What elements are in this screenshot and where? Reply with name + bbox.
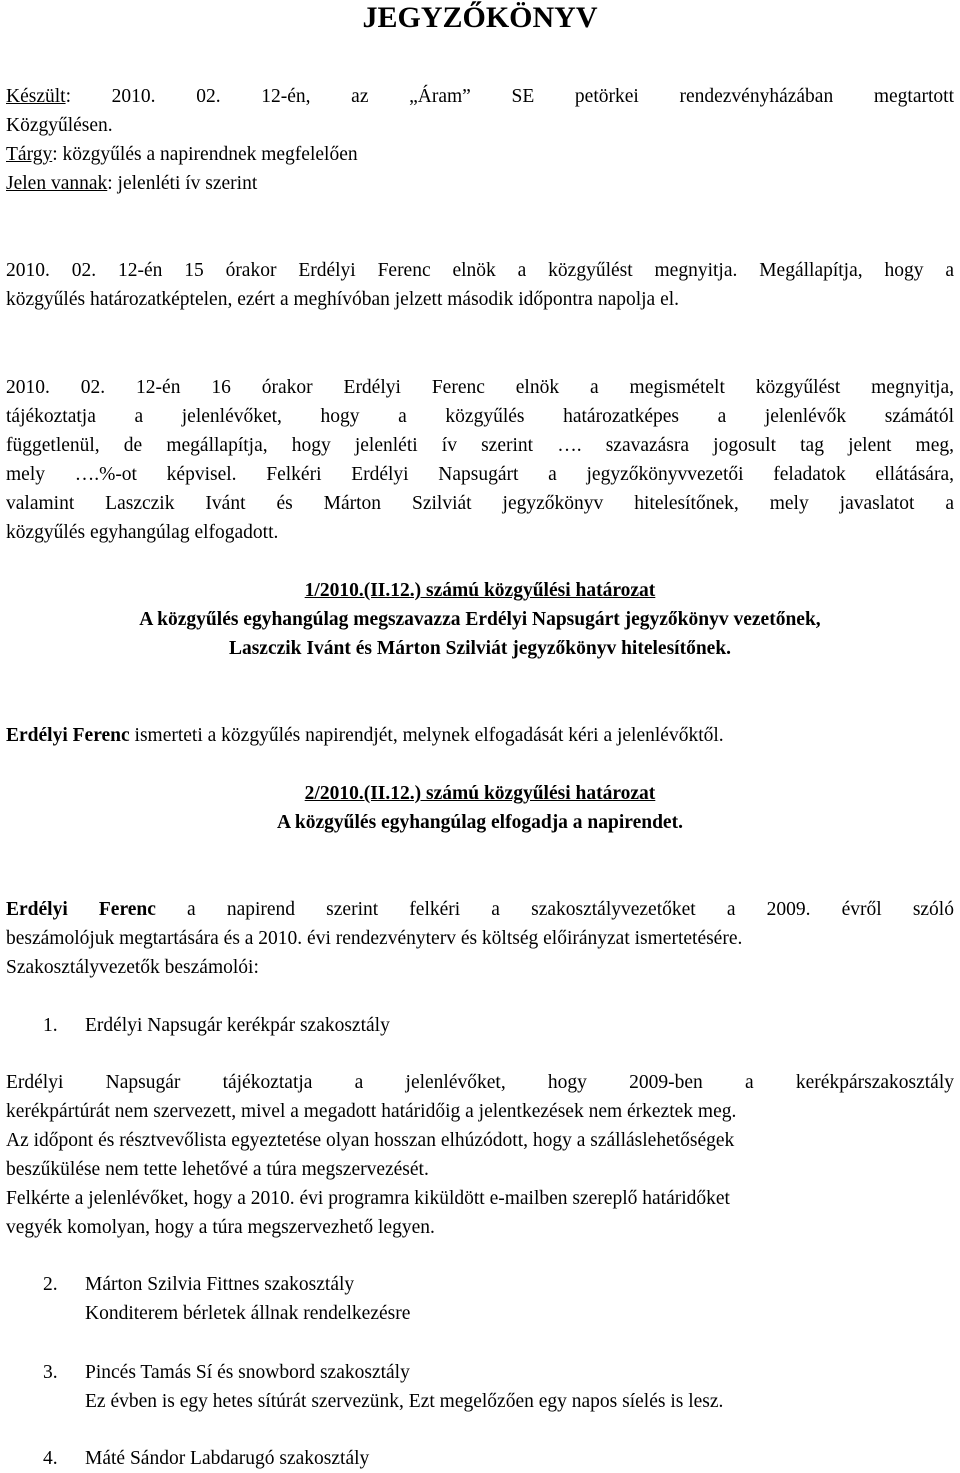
section-4 xyxy=(0,1444,960,1473)
para4-line3: Szakosztályvezetők beszámolói: xyxy=(6,957,259,978)
para2-line3: függetlenül, de megállapítja, hogy jelenléti ív szerint …. szavazásra jogosult tag jelent meg, xyxy=(6,435,954,456)
section-4-title: Máté Sándor Labdarugó szakosztály xyxy=(85,1448,370,1469)
targy-label: Tárgy xyxy=(6,144,53,165)
section-1-number: 1. xyxy=(43,1015,58,1036)
para2-line2: tájékoztatja a jelenlévőket, hogy a közgyűlés határozatképes a jelenlévők számától xyxy=(6,406,954,427)
jelen-text: : jelenléti ív szerint xyxy=(107,173,258,194)
para3-text: ismerteti a közgyűlés napirendjét, melynek elfogadását kéri a jelenlévőktől. xyxy=(129,725,724,746)
section-2-number: 2. xyxy=(43,1274,58,1295)
section-3-number: 3. xyxy=(43,1362,58,1383)
resolution-1-heading-text: 1/2010.(II.12.) számú közgyűlési határozat xyxy=(304,580,656,601)
resolution-1-line1: A közgyűlés egyhangúlag megszavazza Erdélyi Napsugárt jegyzőkönyv vezetőnek, xyxy=(139,609,821,630)
jelen-label: Jelen vannak xyxy=(6,173,108,194)
paragraph-reopening xyxy=(0,373,960,547)
para5-line4: beszűkülése nem tette lehetővé a túra megszervezését. xyxy=(6,1159,429,1180)
para3-line xyxy=(6,721,954,750)
para5-line6: vegyék komolyan, hogy a túra megszervezhető legyen. xyxy=(6,1217,435,1238)
para5-line1: Erdélyi Napsugár tájékoztatja a jelenlévőket, hogy 2009-ben a kerékpárszakosztály xyxy=(6,1072,954,1093)
resolution-1 xyxy=(0,576,960,663)
resolution-1-heading xyxy=(0,576,960,605)
jelen-line xyxy=(6,169,954,198)
document-title: JEGYZŐKÖNYV xyxy=(362,1,598,34)
keszult-line2: Közgyűlésen. xyxy=(6,115,113,136)
keszult-line xyxy=(6,82,954,111)
paragraph-reports xyxy=(0,895,960,982)
para1-line2: közgyűlés határozatképtelen, ezért a meghívóban jelzett második időpontra napolja el. xyxy=(6,289,680,310)
targy-text: : közgyűlés a napirendnek megfelelően xyxy=(52,144,358,165)
para2-line5: valamint Laszczik Ivánt és Márton Szilviát jegyzőkönyv hitelesítőnek, mely javaslatot a xyxy=(6,493,954,514)
section-3-title: Pincés Tamás Sí és snowbord szakosztály xyxy=(85,1362,410,1383)
para4-line1 xyxy=(6,895,954,924)
para5-line3: Az időpont és résztvevőlista egyeztetése olyan hosszan elhúzódott, hogy a szálláslehetőségek xyxy=(6,1130,735,1151)
para4-name: Erdélyi Ferenc xyxy=(6,899,156,920)
resolution-2-line1: A közgyűlés egyhangúlag elfogadja a napirendet. xyxy=(277,812,683,833)
section-4-number: 4. xyxy=(43,1448,58,1469)
targy-line xyxy=(6,140,954,169)
paragraph-opening xyxy=(0,256,960,314)
keszult-text: : 2010. 02. 12-én, az „Áram” SE petörkei rendezvényházában megtartott xyxy=(65,86,954,107)
section-1-title: Erdélyi Napsugár kerékpár szakosztály xyxy=(85,1015,390,1036)
section-1 xyxy=(0,1011,960,1040)
para2-line4: mely ….%-ot képvisel. Felkéri Erdélyi Napsugárt a jegyzőkönyvvezetői feladatok ellátására, xyxy=(6,464,954,485)
para2-line1: 2010. 02. 12-én 16 órakor Erdélyi Ferenc elnök a megismételt közgyűlést megnyitja, xyxy=(6,377,954,398)
resolution-2 xyxy=(0,779,960,837)
section-2-item xyxy=(6,1270,954,1299)
paragraph-bike-report xyxy=(0,1068,960,1242)
section-2-note: Konditerem bérletek állnak rendelkezésre xyxy=(85,1303,411,1324)
para5-line5: Felkérte a jelenlévőket, hogy a 2010. évi programra kiküldött e-mailben szereplő határidőket xyxy=(6,1188,730,1209)
section-3-item xyxy=(6,1358,954,1387)
header-block xyxy=(0,82,960,198)
keszult-label: Készült xyxy=(6,86,66,107)
resolution-1-line2: Laszczik Ivánt és Márton Szilviát jegyzőkönyv hitelesítőnek. xyxy=(228,638,732,659)
section-1-item xyxy=(6,1011,954,1040)
para4-line1-rest: a napirend szerint felkéri a szakosztályvezetőket a 2009. évről szóló xyxy=(155,899,954,920)
para3-name: Erdélyi Ferenc xyxy=(6,725,130,746)
section-2 xyxy=(0,1270,960,1328)
resolution-2-heading xyxy=(0,779,960,808)
section-2-title: Márton Szilvia Fittnes szakosztály xyxy=(85,1274,355,1295)
para4-line2: beszámolójuk megtartására és a 2010. évi rendezvényterv és költség előirányzat ismertetésére. xyxy=(6,928,743,949)
section-3 xyxy=(0,1358,960,1416)
para1-line1: 2010. 02. 12-én 15 órakor Erdélyi Ferenc elnök a közgyűlést megnyitja. Megállapítja, hogy a xyxy=(6,260,954,281)
section-3-note: Ez évben is egy hetes sítúrát szervezünk, Ezt megelőzően egy napos síelés is lesz. xyxy=(85,1391,724,1412)
paragraph-agenda xyxy=(0,721,960,750)
title-block xyxy=(0,0,960,36)
resolution-2-heading-text: 2/2010.(II.12.) számú közgyűlési határozat xyxy=(304,783,656,804)
para2-line6: közgyűlés egyhangúlag elfogadott. xyxy=(6,522,279,543)
section-4-item xyxy=(6,1444,954,1473)
para5-line2: kerékpártúrát nem szervezett, mivel a megadott határidőig a jelentkezések nem érkeztek meg. xyxy=(6,1101,737,1122)
